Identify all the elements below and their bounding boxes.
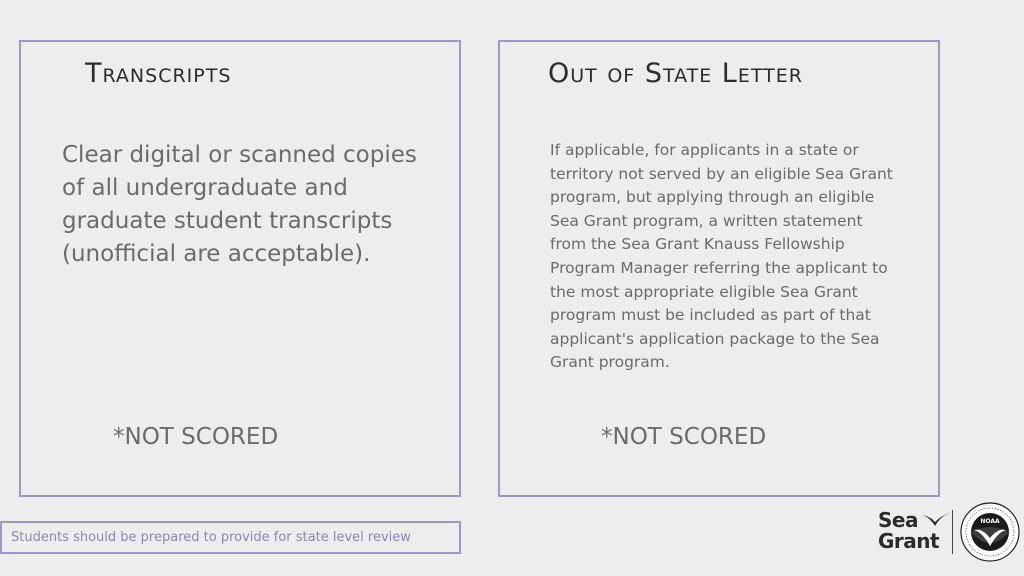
transcripts-not-scored-label: *NOT SCORED (113, 424, 279, 450)
transcripts-description: Clear digital or scanned copies of all undergraduate and graduate student transcripts (unofficial are acceptable). (62, 142, 417, 267)
logo-divider (952, 510, 953, 554)
out-of-state-letter-description: If applicable, for applicants in a state or territory not served by an eligible Sea Grant program, but applying through an eligible Sea Grant program, a written statement from the Sea Grant Knauss Fellowship Program Manager referring the applicant to the most appropriate eligible Sea Grant program must be included as part of that applicant's application package to the Sea Grant program. (550, 141, 893, 372)
out-of-state-not-scored-label: *NOT SCORED (601, 424, 767, 450)
sea-grant-logo-sea: Sea (878, 508, 918, 532)
out-of-state-letter-card (498, 40, 940, 497)
sea-grant-noaa-logo (876, 502, 1020, 568)
sea-grant-logo-grant: Grant (878, 529, 940, 553)
transcripts-card (19, 40, 461, 497)
seagull-icon (922, 512, 950, 528)
noaa-seal-icon (960, 502, 1020, 562)
footer-note: Students should be prepared to provide for state level review (0, 521, 461, 554)
noaa-seal-text: NOAA (980, 518, 1000, 525)
transcripts-title: Transcripts (85, 58, 232, 89)
out-of-state-letter-title: Out of State Letter (548, 58, 803, 89)
